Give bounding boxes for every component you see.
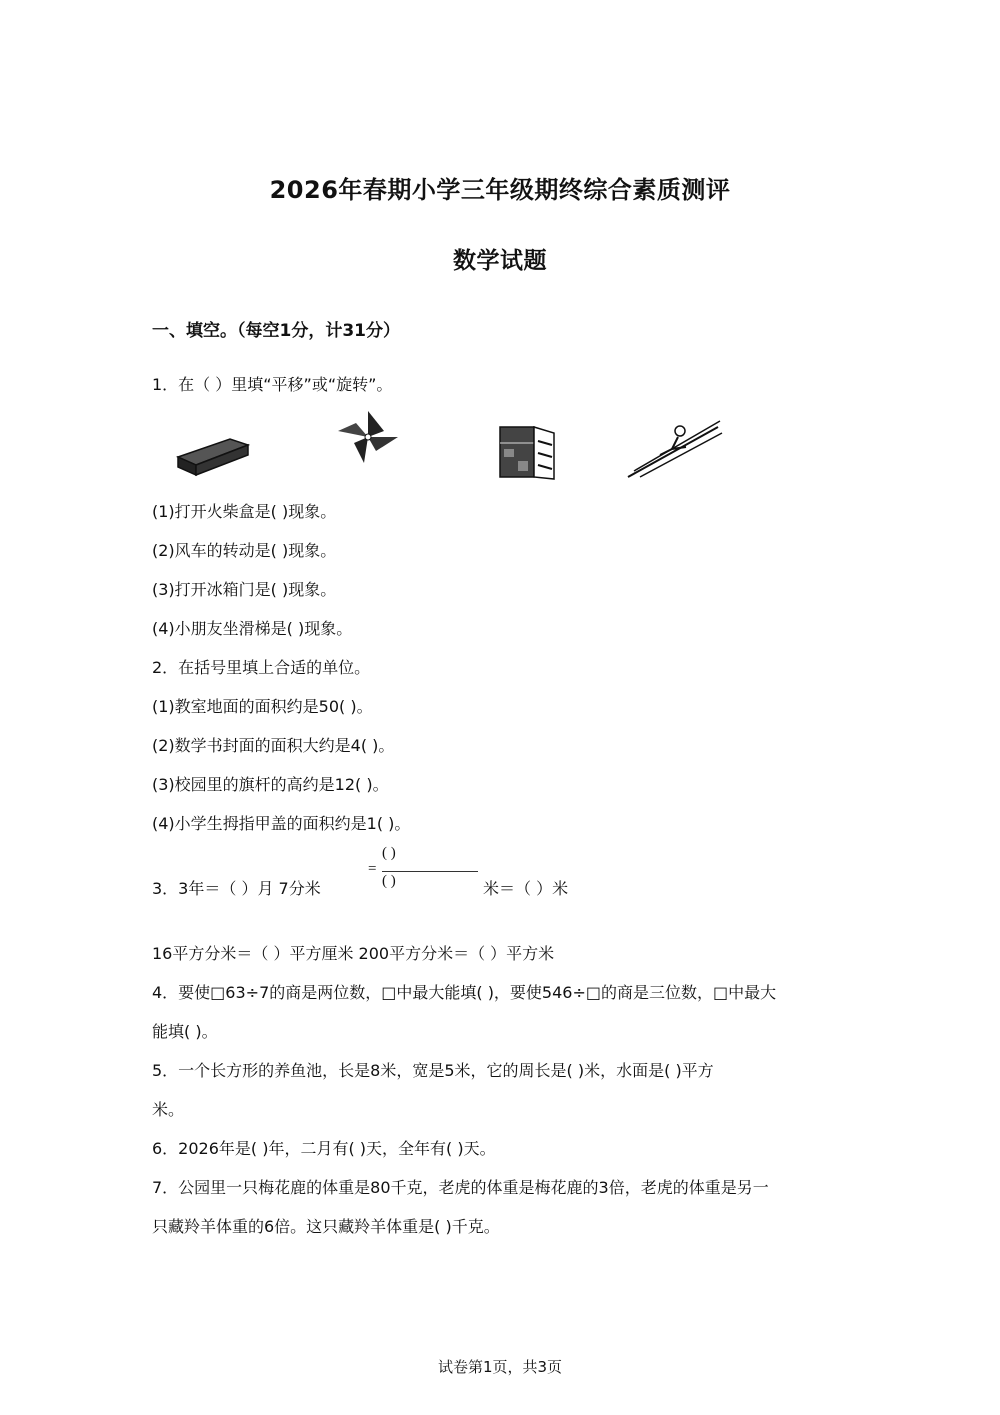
exam-subtitle: 数学试题 <box>453 248 547 274</box>
fraction-equals: = <box>368 861 377 877</box>
page-footer: 试卷第1页，共3页 <box>437 1358 563 1376</box>
question-7-line-2: 只藏羚羊体重的6倍。这只藏羚羊体重是( )千克。 <box>152 1217 500 1236</box>
question-2-item-2: (2)数学书封面的面积大约是4( )。 <box>152 736 395 755</box>
question-5-line-2: 米。 <box>152 1100 185 1119</box>
question-1-item-3: (3)打开冰箱门是( )现象。 <box>152 580 337 599</box>
question-3-line-1-right: 米＝（ ）米 <box>483 879 569 898</box>
question-3-line-1-left: 3．3年＝（ ）月 7分米 <box>152 879 321 898</box>
section-heading: 一、填空。（每空1分，计31分） <box>152 321 400 341</box>
fridge-icon <box>496 423 558 481</box>
fraction-bar <box>382 871 478 872</box>
question-3-fraction <box>368 845 483 893</box>
question-4-line-1: 4．要使□63÷7的商是两位数，□中最大能填( )，要使546÷□的商是三位数，□中最大 <box>152 983 777 1002</box>
question-1-item-2: (2)风车的转动是( )现象。 <box>152 541 337 560</box>
question-4-line-2: 能填( )。 <box>152 1022 218 1041</box>
matchbox-icon <box>174 433 250 477</box>
question-2-item-4: (4)小学生拇指甲盖的面积约是1( )。 <box>152 814 411 833</box>
fraction-numerator: ( ) <box>382 845 396 861</box>
question-6-line-1: 6．2026年是( )年，二月有( )天，全年有( )天。 <box>152 1139 496 1158</box>
slide-icon <box>624 417 724 479</box>
question-1-stem: 1．在（ ）里填“平移”或“旋转”。 <box>152 375 393 394</box>
question-3-line-2: 16平方分米＝（ ）平方厘米 200平方分米＝（ ）平方米 <box>152 944 555 963</box>
question-1-item-4: (4)小朋友坐滑梯是( )现象。 <box>152 619 353 638</box>
question-1-pictures <box>152 405 752 490</box>
exam-title: 2026年春期小学三年级期终综合素质测评 <box>269 176 731 204</box>
question-2-item-3: (3)校园里的旗杆的高约是12( )。 <box>152 775 389 794</box>
question-1-item-1: (1)打开火柴盒是( )现象。 <box>152 502 337 521</box>
pinwheel-icon <box>334 409 402 465</box>
fraction-denominator: ( ) <box>382 873 396 889</box>
question-7-line-1: 7．公园里一只梅花鹿的体重是80千克，老虎的体重是梅花鹿的3倍，老虎的体重是另一 <box>152 1178 769 1197</box>
question-2-item-1: (1)教室地面的面积约是50( )。 <box>152 697 373 716</box>
question-5-line-1: 5．一个长方形的养鱼池，长是8米，宽是5米，它的周长是( )米，水面是( )平方 <box>152 1061 714 1080</box>
question-2-stem: 2．在括号里填上合适的单位。 <box>152 658 371 677</box>
